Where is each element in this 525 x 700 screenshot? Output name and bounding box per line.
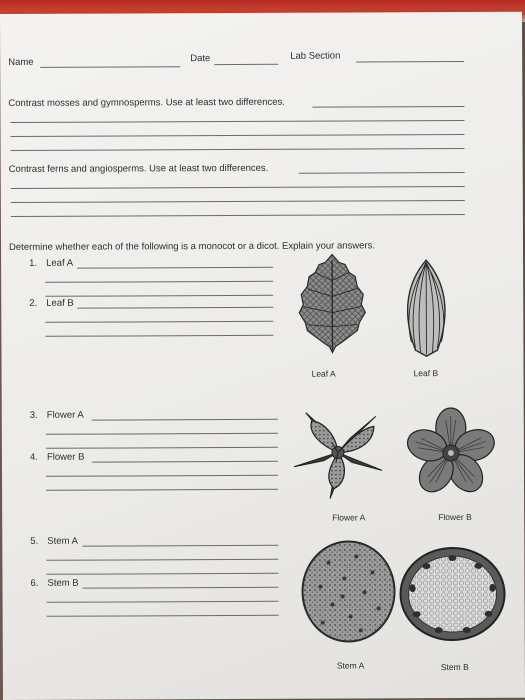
answer-line[interactable] (11, 214, 465, 217)
lab-section-label: Lab Section (290, 50, 341, 62)
lab-section-field[interactable] (356, 61, 464, 62)
answer-line[interactable] (11, 148, 465, 151)
answer-line[interactable] (46, 475, 278, 477)
answer-line[interactable] (47, 601, 279, 603)
stem-b-illustration (398, 544, 506, 644)
item-label-stem-a: Stem A (47, 535, 78, 547)
answer-line[interactable] (11, 134, 465, 137)
caption-stem-a: Stem A (336, 660, 365, 671)
date-field[interactable] (214, 64, 278, 65)
answer-line[interactable] (299, 172, 465, 174)
answer-line[interactable] (45, 321, 273, 323)
answer-line[interactable] (46, 559, 278, 561)
item-label-flower-a: Flower A (46, 409, 84, 421)
name-field[interactable] (40, 66, 180, 68)
question-monocot-dicot: Determine whether each of the following is a monocot or a dicot. Explain your answers. (8, 240, 375, 253)
date-label: Date (190, 53, 211, 65)
caption-leaf-a: Leaf A (311, 368, 336, 379)
leaf-b-illustration (401, 258, 451, 358)
caption-flower-b: Flower B (438, 511, 472, 523)
answer-line[interactable] (45, 295, 273, 297)
answer-line[interactable] (45, 335, 273, 337)
question-ferns-angiosperms: Contrast ferns and angiosperms. Use at least two differences. (8, 162, 269, 175)
item-number: 5. (30, 535, 39, 547)
answer-line[interactable] (83, 587, 279, 589)
item-number: 3. (29, 409, 38, 421)
answer-line[interactable] (11, 186, 465, 189)
answer-line[interactable] (82, 545, 278, 547)
item-number: 4. (29, 451, 38, 463)
item-label-flower-b: Flower B (46, 451, 85, 463)
flower-b-illustration (406, 408, 496, 498)
answer-line[interactable] (46, 573, 278, 575)
item-number: 2. (29, 297, 38, 309)
item-number: 6. (30, 577, 39, 589)
answer-line[interactable] (46, 489, 278, 491)
answer-line[interactable] (46, 433, 278, 435)
stem-a-illustration (298, 538, 398, 644)
question-mosses-gymnosperms: Contrast mosses and gymnosperms. Use at least two differences. (8, 96, 285, 109)
leaf-a-illustration (295, 250, 369, 354)
name-label: Name (8, 56, 34, 68)
flower-a-illustration (290, 404, 386, 500)
answer-line[interactable] (77, 307, 273, 309)
item-label-stem-b: Stem B (47, 577, 79, 589)
answer-line[interactable] (312, 106, 464, 108)
answer-line[interactable] (92, 419, 278, 421)
answer-line[interactable] (46, 447, 278, 449)
item-label-leaf-b: Leaf B (46, 297, 74, 309)
answer-line[interactable] (92, 461, 278, 463)
answer-line[interactable] (45, 281, 273, 283)
answer-line[interactable] (10, 120, 464, 123)
item-label-leaf-a: Leaf A (46, 257, 74, 269)
worksheet-page (0, 12, 525, 700)
item-number: 1. (29, 257, 38, 269)
caption-stem-b: Stem B (440, 661, 469, 673)
answer-line[interactable] (47, 615, 279, 617)
caption-flower-a: Flower A (332, 512, 366, 523)
caption-leaf-b: Leaf B (413, 368, 439, 379)
answer-line[interactable] (77, 267, 273, 269)
answer-line[interactable] (11, 200, 465, 203)
